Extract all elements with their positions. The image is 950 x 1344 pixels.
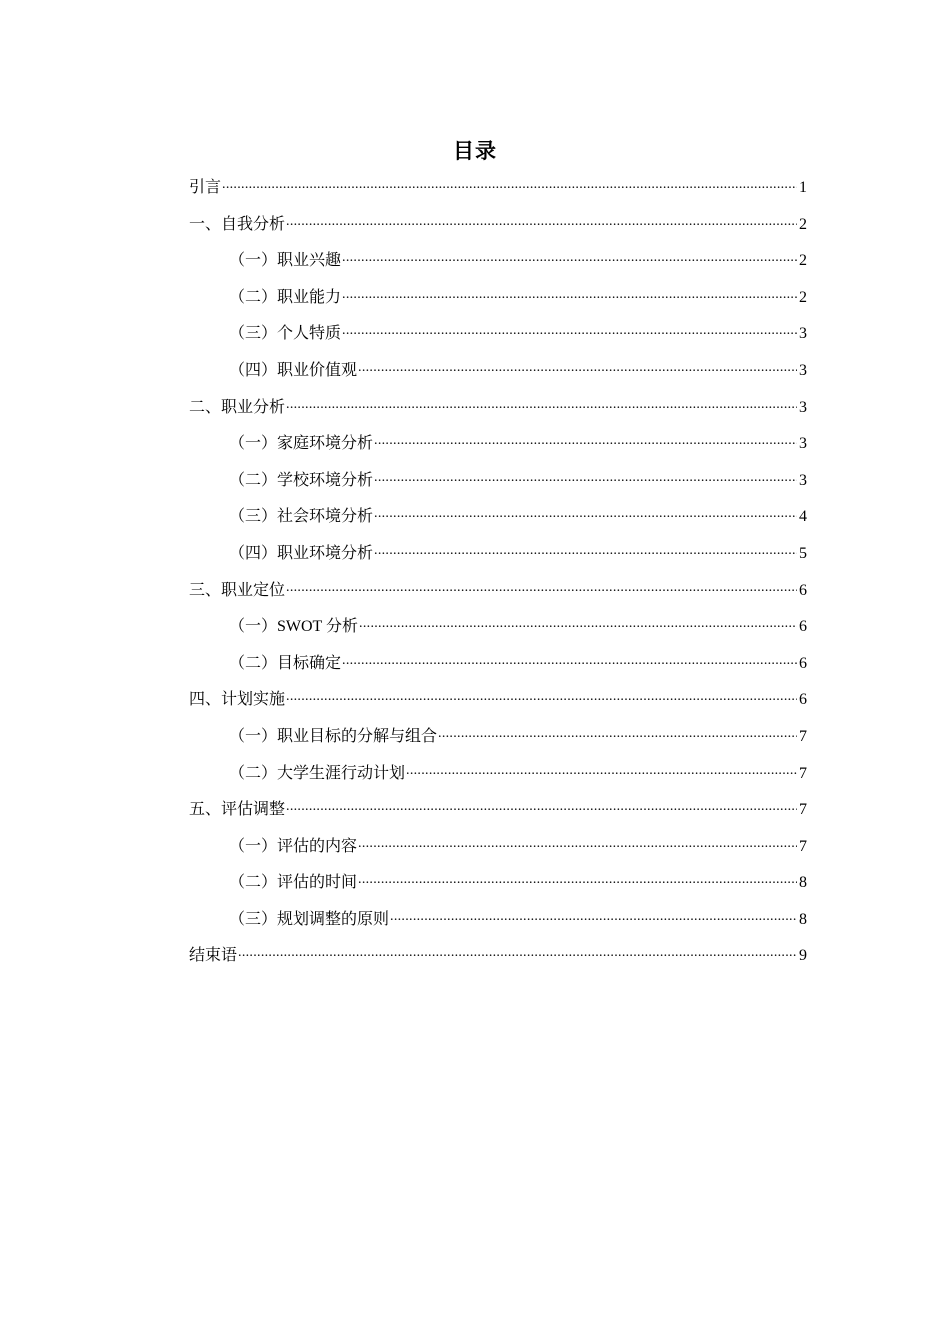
toc-page-number: 7: [799, 837, 807, 855]
toc-entry[interactable]: [189, 865, 807, 902]
toc-entry[interactable]: [189, 499, 807, 536]
toc-page-number: 3: [799, 325, 807, 343]
toc-entry[interactable]: [189, 756, 807, 793]
toc-entry-label: （三）社会环境分析: [229, 508, 374, 526]
toc-dot-leader: [374, 507, 797, 521]
toc-entry-label: 二、职业分析: [189, 398, 286, 416]
toc-entry[interactable]: [189, 170, 807, 207]
toc-entry-label: （一）评估的内容: [229, 837, 358, 855]
toc-entry[interactable]: [189, 573, 807, 610]
toc-page-number: 7: [799, 764, 807, 782]
toc-entry[interactable]: [189, 902, 807, 939]
toc-entry[interactable]: [189, 207, 807, 244]
toc-page-number: 1: [799, 179, 807, 196]
toc-entry-label: （一）SWOT 分析: [229, 618, 359, 636]
toc-page-number: 2: [799, 215, 807, 233]
toc-dot-leader: [342, 324, 797, 338]
toc-dot-leader: [222, 178, 797, 192]
toc-dot-leader: [238, 946, 797, 960]
toc-entry[interactable]: [189, 646, 807, 683]
toc-entry-label: （二）职业能力: [229, 288, 342, 306]
toc-dot-leader: [286, 398, 797, 412]
toc-page-number: 8: [799, 874, 807, 892]
toc-entry-label: （四）职业价值观: [229, 361, 358, 379]
toc-page-number: 3: [799, 435, 807, 453]
toc-dot-leader: [406, 764, 797, 778]
toc-dot-leader: [286, 581, 797, 595]
toc-entry-label: 三、职业定位: [189, 581, 286, 599]
toc-entry-label: 五、评估调整: [189, 801, 286, 819]
toc-dot-leader: [374, 544, 797, 558]
toc-page-number: 3: [799, 361, 807, 379]
toc-dot-leader: [390, 910, 797, 924]
toc-dot-leader: [438, 727, 797, 741]
toc-entry[interactable]: [189, 316, 807, 353]
toc-entry-label: （三）个人特质: [229, 325, 342, 343]
toc-entry[interactable]: [189, 426, 807, 463]
toc-page-number: 6: [799, 618, 807, 636]
toc-entry[interactable]: [189, 353, 807, 390]
toc-entry-label: （二）评估的时间: [229, 874, 358, 892]
toc-entry-label: （一）家庭环境分析: [229, 435, 374, 453]
toc-page-number: 6: [799, 691, 807, 709]
toc-page-number: 3: [799, 398, 807, 416]
toc-page-number: 2: [799, 288, 807, 306]
toc-entry[interactable]: [189, 719, 807, 756]
toc-entry[interactable]: [189, 390, 807, 427]
toc-entry[interactable]: [189, 829, 807, 866]
toc-dot-leader: [358, 361, 797, 375]
toc-entry-label: （二）学校环境分析: [229, 471, 374, 489]
toc-entry-label: 引言: [189, 179, 222, 196]
toc-entry-label: （一）职业目标的分解与组合: [229, 727, 438, 745]
toc-page-number: 5: [799, 544, 807, 562]
toc-entry-label: 结束语: [189, 947, 238, 965]
toc-page-number: 8: [799, 910, 807, 928]
toc-page-number: 4: [799, 508, 807, 526]
toc-list: [189, 170, 807, 975]
toc-dot-leader: [286, 800, 797, 814]
toc-dot-leader: [359, 617, 797, 631]
toc-page-number: 6: [799, 654, 807, 672]
toc-entry-label: 四、计划实施: [189, 691, 286, 709]
toc-entry[interactable]: [189, 682, 807, 719]
toc-entry-label: （三）规划调整的原则: [229, 910, 390, 928]
toc-page-number: 3: [799, 471, 807, 489]
toc-title: 目录: [453, 139, 497, 163]
toc-dot-leader: [342, 251, 797, 265]
toc-page-number: 7: [799, 801, 807, 819]
toc-entry[interactable]: [189, 280, 807, 317]
toc-entry-label: （四）职业环境分析: [229, 544, 374, 562]
toc-entry[interactable]: [189, 938, 807, 975]
toc-dot-leader: [286, 215, 797, 229]
toc-dot-leader: [374, 434, 797, 448]
toc-dot-leader: [342, 288, 797, 302]
toc-entry-label: （二）大学生涯行动计划: [229, 764, 406, 782]
toc-entry[interactable]: [189, 243, 807, 280]
toc-entry-label: 一、自我分析: [189, 215, 286, 233]
toc-page-number: 7: [799, 727, 807, 745]
toc-entry[interactable]: [189, 463, 807, 500]
toc-dot-leader: [342, 654, 797, 668]
toc-entry[interactable]: [189, 536, 807, 573]
toc-page-number: 9: [799, 947, 807, 965]
toc-dot-leader: [286, 690, 797, 704]
toc-entry[interactable]: [189, 609, 807, 646]
toc-dot-leader: [358, 837, 797, 851]
toc-entry[interactable]: [189, 792, 807, 829]
toc-entry-label: （二）目标确定: [229, 654, 342, 672]
toc-entry-label: （一）职业兴趣: [229, 252, 342, 270]
toc-page-number: 2: [799, 252, 807, 270]
toc-page-number: 6: [799, 581, 807, 599]
toc-dot-leader: [358, 873, 797, 887]
toc-dot-leader: [374, 471, 797, 485]
